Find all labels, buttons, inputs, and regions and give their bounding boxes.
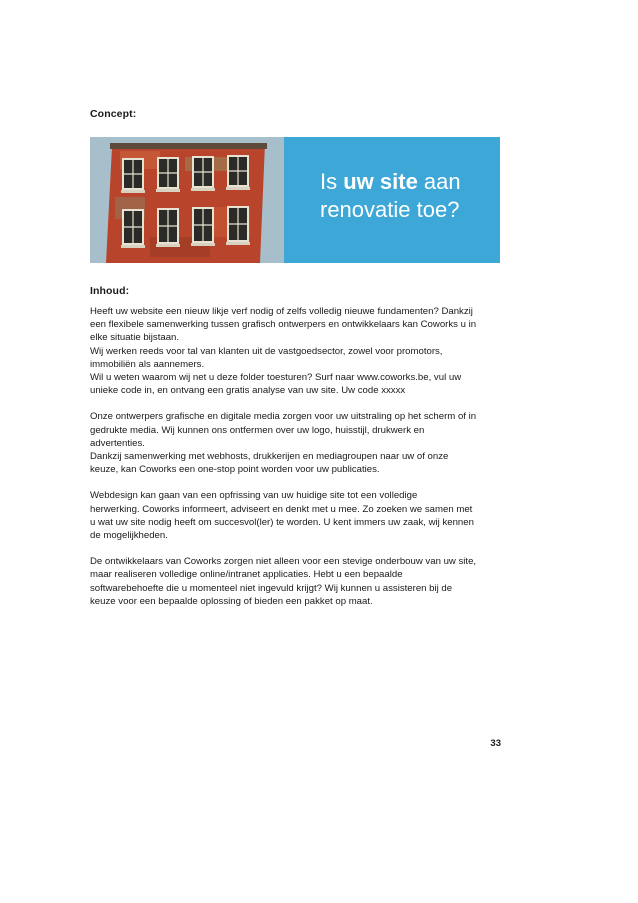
text-line: elke situatie bijstaan. (90, 332, 180, 344)
text-line: keuze voor een bepaalde oplossing of bieden een pakket op maat. (90, 595, 373, 607)
banner-headline-line1 (320, 169, 461, 195)
banner-headline-line2: renovatie toe? (320, 197, 460, 222)
text-line: Webdesign kan gaan van een opfrissing van uw huidige site tot een volledige (90, 490, 418, 502)
text-line: herwerking. Coworks informeert, adviseert en denkt met u mee. Zo zoeken we samen met (90, 503, 473, 515)
paragraph-3 (90, 489, 502, 542)
page-number: 33 (490, 738, 501, 749)
paragraph-2 (90, 410, 502, 476)
inhoud-heading: Inhoud: (90, 285, 130, 297)
text-line: Wij werken reeds voor tal van klanten uit de vastgoedsector, zowel voor promotors, (90, 345, 443, 357)
banner-text-before: Is (320, 169, 344, 194)
text-line: immobiliën als aannemers. (90, 358, 205, 370)
building-photo (90, 137, 284, 263)
text-line: unieke code in, en ontvang een gratis analyse van uw site. Uw code xxxxx (90, 385, 406, 397)
text-line: keuze, kan Coworks een one-stop point worden voor uw publicaties. (90, 464, 380, 476)
text-line: een flexibele samenwerking tussen grafisch ontwerpers en ontwikkelaars kan Coworks u in (90, 319, 477, 331)
paragraph-4 (90, 555, 502, 608)
text-line: de mogelijkheden. (90, 530, 168, 542)
text-line: De ontwikkelaars van Coworks zorgen niet alleen voor een stevige onderbouw van uw site, (90, 556, 477, 568)
text-line: softwarebehoefte die u momenteel niet ingevuld krijgt? Wij kunnen u assisteren bij de (90, 582, 453, 594)
text-line: advertenties. (90, 437, 145, 449)
body-text (90, 305, 502, 621)
banner-text-panel (284, 137, 500, 263)
text-line: Heeft uw website een nieuw likje verf nodig of zelfs volledig nieuwe fundamenten? Dankzij (90, 306, 473, 317)
text-line: u wat uw site nodig heeft om succesvol(ler) te worden. U kent immers uw zaak, wij kennen (90, 516, 474, 528)
text-line: Wil u weten waarom wij net u deze folder toesturen? Surf naar www.coworks.be, vul uw (90, 372, 462, 384)
banner-image (90, 137, 500, 263)
concept-heading: Concept: (90, 108, 137, 120)
text-line: gedrukte media. Wij kunnen ons ontfermen over uw logo, huisstijl, drukwerk en (90, 424, 425, 436)
text-line: Onze ontwerpers grafische en digitale media zorgen voor uw uitstraling op het scherm of in (90, 411, 477, 423)
text-line: Dankzij samenwerking met webhosts, drukkerijen en mediagroupen naar uw of onze (90, 451, 449, 463)
building-illustration (90, 137, 284, 263)
text-line: maar realiseren volledige online/intranet applicaties. Hebt u een bepaalde (90, 569, 403, 581)
banner-text-after: aan (417, 169, 461, 194)
banner-text-bold: uw site (343, 169, 418, 194)
paragraph-1 (90, 305, 502, 397)
